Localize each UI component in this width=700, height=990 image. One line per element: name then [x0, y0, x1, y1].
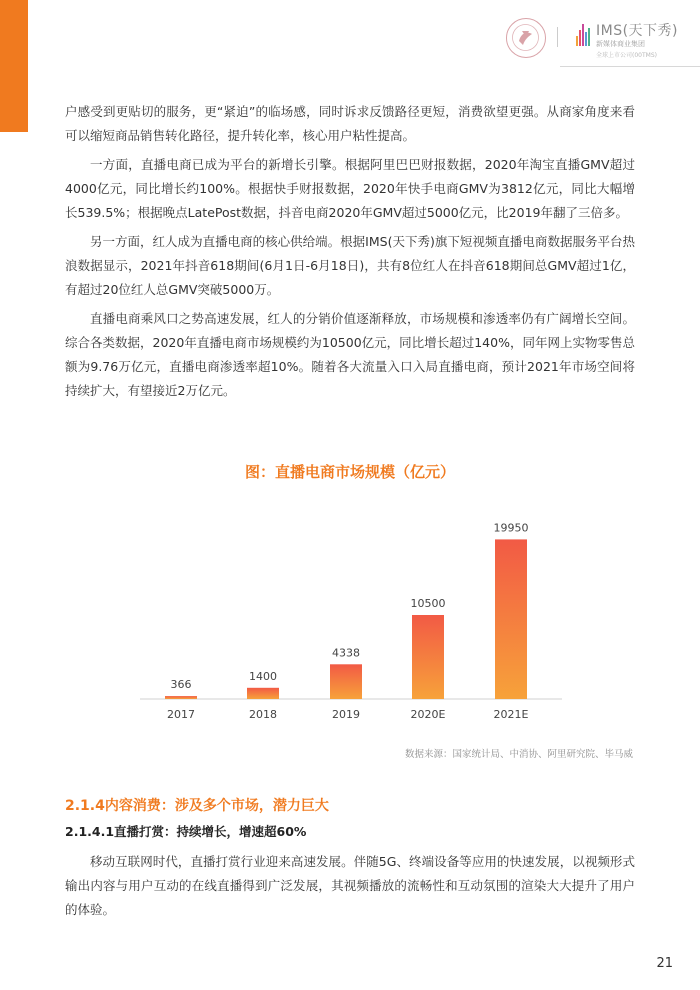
chart-source: 数据来源：国家统计局、中消协、阿里研究院、毕马威: [404, 749, 633, 760]
x-tick-2020E: 2020E: [410, 708, 446, 721]
header-rule: [560, 66, 700, 67]
value-label-2021E: 19950: [493, 521, 529, 535]
x-tick-2018: 2018: [249, 708, 277, 721]
bar-2020E: [412, 615, 444, 699]
section-paragraph: 移动互联网时代，直播打赏行业迎来高速发展。伴随5G、终端设备等应用的快速发展，以视频形式输出内容与用户互动的在线直播得到广泛发展，其视频播放的流畅性和互动氛围的渲染大大提升了用户的体验。: [65, 854, 635, 917]
x-tick-2021E: 2021E: [493, 708, 529, 721]
bar-2017: [165, 696, 197, 699]
value-label-2019: 4338: [332, 646, 360, 660]
bar-2021E: [495, 539, 527, 699]
bar-2018: [247, 688, 279, 699]
subsection-title: 2.1.4.1直播打赏：持续增长，增速超60%: [65, 824, 307, 839]
market-size-bar-chart: [0, 490, 700, 730]
x-tick-2017: 2017: [167, 708, 195, 721]
paragraph-4: 直播电商乘风口之势高速发展，红人的分销价值逐渐释放，市场规模和渗透率仍有广阔增长空间。综合各类数据，2020年直播电商市场规模约为10500亿元，同比增长超过140%，同年网上实物零售总额为9.76万亿元，直播电商渗透率超10%。随着各大流量入口入局直播电商，预计2021年市场空间将持续扩大，有望接近2万亿元。: [65, 311, 635, 398]
value-label-2018: 1400: [249, 669, 277, 683]
ims-brand-tag: 全球上市公司(00TMS): [596, 52, 657, 59]
ims-bars-logo-icon: [576, 24, 592, 46]
orange-corner-tab: [0, 0, 28, 132]
ims-brand-name: IMS(天下秀): [596, 23, 679, 39]
x-tick-2019: 2019: [332, 708, 360, 721]
page-number: 21: [656, 956, 673, 971]
paragraph-3: 另一方面，红人成为直播电商的核心供给端。根据IMS(天下秀)旗下短视频直播电商数据服务平台热浪数据显示，2021年抖音618期间(6月1日-6月18日)，共有8位红人在抖音618期间总GMV超过1亿，有超过20位红人总GMV突破5000万。: [65, 234, 635, 297]
body-text: [65, 100, 635, 408]
ims-brand-sub: 新媒体商业集团: [596, 40, 645, 48]
bar-2019: [330, 664, 362, 699]
ims-logo: [576, 18, 686, 60]
university-seal-icon: [506, 18, 546, 58]
chart-title: 图：直播电商市场规模（亿元）: [244, 463, 455, 481]
value-label-2017: 366: [170, 678, 192, 692]
paragraph-2: 一方面，直播电商已成为平台的新增长引擎。根据阿里巴巴财报数据，2020年淘宝直播GMV超过4000亿元，同比增长约100%。根据快手财报数据，2020年快手电商GMV为3812亿元，同比大幅增长539.5%；根据晚点LatePost数据，抖音电商2020年GMV超过5000亿元，比2019年翻了三倍多。: [65, 157, 635, 220]
paragraph-1: 户感受到更贴切的服务，更“紧迫”的临场感，同时诉求反馈路径更短，消费欲望更强。从商家角度来看可以缩短商品销售转化路径，提升转化率，核心用户粘性提高。: [65, 104, 635, 143]
header-divider: [557, 27, 558, 47]
section-title: 2.1.4内容消费：涉及多个市场，潜力巨大: [65, 798, 329, 814]
value-label-2020E: 10500: [410, 597, 446, 610]
